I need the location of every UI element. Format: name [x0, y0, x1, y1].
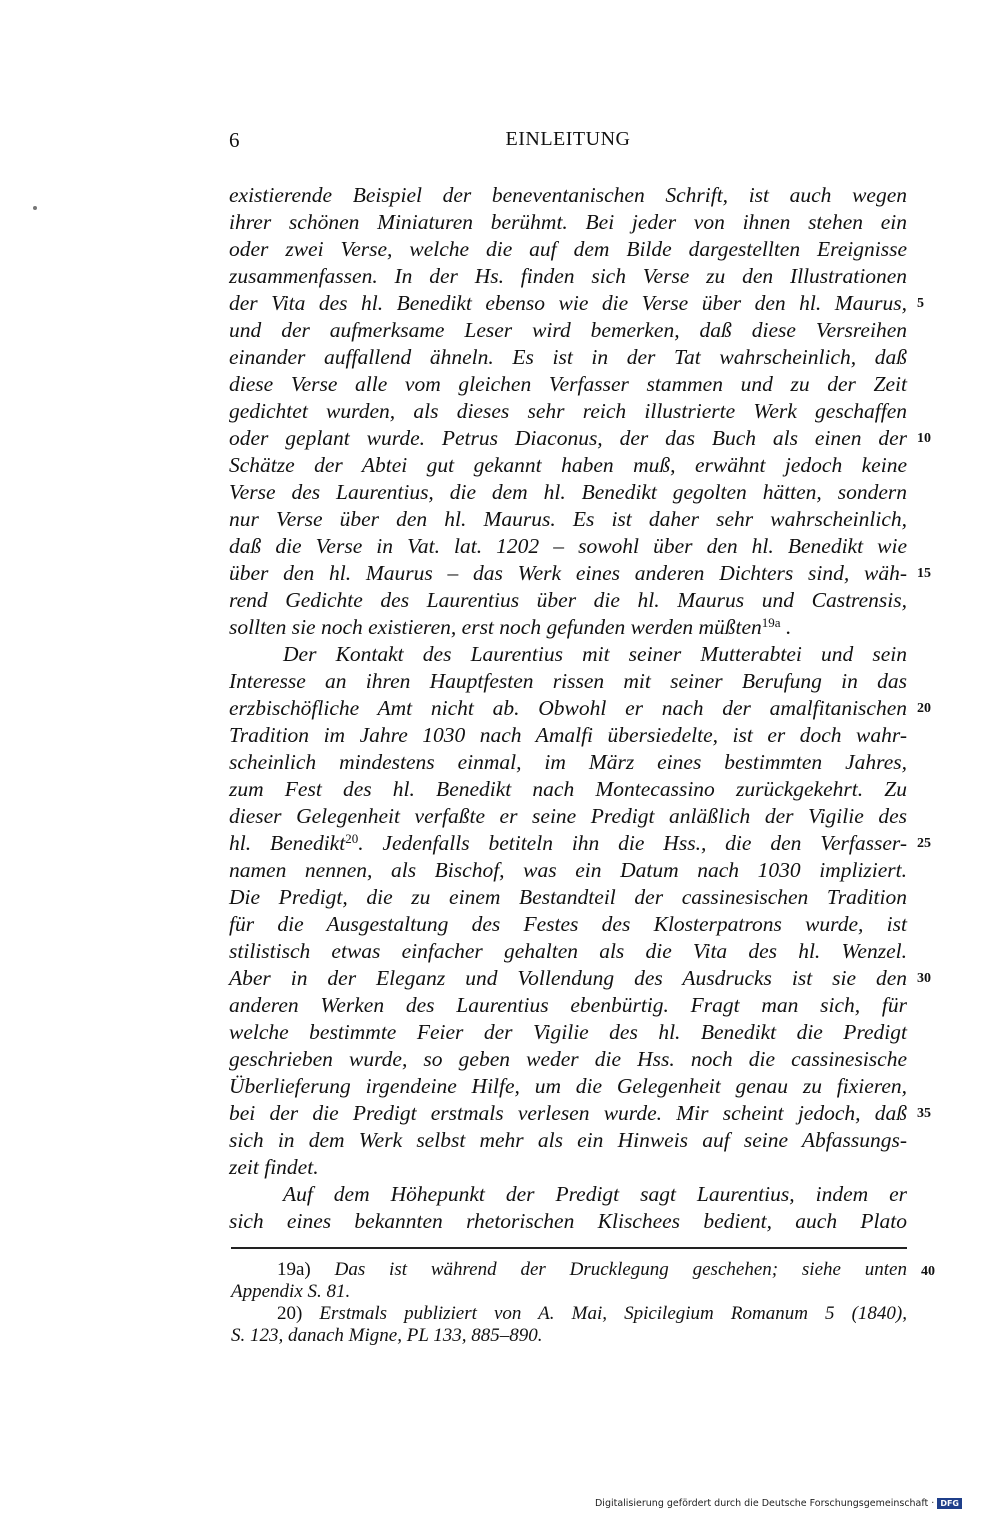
text-line: [229, 1181, 907, 1208]
text-line: [229, 857, 907, 884]
text-line: [229, 830, 931, 857]
text-line: [229, 209, 907, 236]
text-line: [229, 506, 907, 533]
text-line: [229, 965, 931, 992]
text-line: [229, 182, 907, 209]
footnote-text: Appendix S. 81.: [231, 1281, 351, 1302]
text-line: [229, 263, 907, 290]
line-text: für die Ausgestaltung des Festes des Klosterpatrons wurde, ist: [229, 912, 907, 936]
line-text: sich eines bekannten rhetorischen Klischees bedient, auch Plato: [229, 1209, 907, 1233]
line-text: über den hl. Maurus – das Werk eines anderen Dichters sind, wäh-: [229, 561, 907, 585]
text-line: [229, 1208, 907, 1235]
line-text: daß die Verse in Vat. lat. 1202 – sowohl über den hl. Benedikt wie: [229, 534, 907, 558]
text-line: [229, 776, 907, 803]
text-line: [229, 668, 907, 695]
line-number: 25: [917, 836, 931, 851]
line-text: namen nennen, als Bischof, was ein Datum nach 1030 impliziert.: [229, 858, 907, 882]
footnote-text: S. 123, danach Migne, PL 133, 885–890.: [231, 1325, 543, 1346]
text-line: [229, 587, 907, 614]
line-text: Der Kontakt des Laurentius mit seiner Mutterabtei und sein: [283, 642, 907, 666]
footnote-line: [231, 1325, 907, 1347]
line-text: sollten sie noch existieren, erst noch gefunden werden müßten: [229, 615, 762, 639]
text-line: [229, 695, 931, 722]
text-line: [229, 911, 907, 938]
text-line: [229, 938, 907, 965]
footnote-reference[interactable]: 19a: [761, 615, 781, 630]
line-text: welche bestimmte Feier der Vigilie des hl. Benedikt die Predigt: [229, 1020, 907, 1044]
text-line: [229, 749, 907, 776]
line-text: oder geplant wurde. Petrus Diaconus, der das Buch als einen der: [229, 426, 907, 450]
line-text: Überlieferung irgendeine Hilfe, um die Gelegenheit genau zu fixieren,: [229, 1074, 907, 1098]
dfg-logo: DFG: [937, 1498, 962, 1509]
text-line: [229, 1019, 907, 1046]
footnotes: [231, 1259, 935, 1347]
line-text-continued: .: [780, 615, 792, 639]
text-line: [229, 452, 907, 479]
line-text: Die Predigt, die zu einem Bestandteil der cassinesischen Tradition: [229, 885, 907, 909]
line-text: zusammenfassen. In der Hs. finden sich Verse zu den Illustrationen: [229, 264, 907, 288]
line-text: Auf dem Höhepunkt der Predigt sagt Laurentius, indem er: [283, 1182, 907, 1206]
page-header: [229, 128, 907, 158]
line-text: dieser Gelegenheit verfaßte er seine Predigt anläßlich der Vigilie des: [229, 804, 907, 828]
footnote-marker: 19a): [277, 1259, 335, 1280]
line-number: 40: [921, 1264, 935, 1279]
text-line: [229, 479, 907, 506]
line-text: zum Fest des hl. Benedikt nach Montecassino zurückgekehrt. Zu: [229, 777, 907, 801]
body-text: [229, 182, 931, 1235]
text-line: [229, 398, 907, 425]
line-text: scheinlich mindestens einmal, im März eines bestimmten Jahres,: [229, 750, 907, 774]
line-text: Interesse an ihren Hauptfesten rissen mit seiner Berufung in das: [229, 669, 907, 693]
footnote-text: Das ist während der Drucklegung geschehen; siehe unten: [334, 1259, 907, 1280]
text-line: [229, 1100, 931, 1127]
line-text: ihrer schönen Miniaturen berühmt. Bei jeder von ihnen stehen ein: [229, 210, 907, 234]
line-text: Aber in der Eleganz und Vollendung des Ausdrucks ist sie den: [229, 966, 907, 990]
text-line: [229, 803, 907, 830]
line-text: bei der die Predigt erstmals verlesen wurde. Mir scheint jedoch, daß: [229, 1101, 907, 1125]
text-line: [229, 1154, 907, 1181]
credit-text: Digitalisierung gefördert durch die Deutsche Forschungsgemeinschaft ·: [594, 1498, 935, 1509]
line-number: 10: [917, 431, 931, 446]
line-text: existierende Beispiel der beneventanischen Schrift, ist auch wegen: [229, 183, 907, 207]
line-text: Verse des Laurentius, die dem hl. Benedikt gegolten hätten, sondern: [229, 480, 907, 504]
line-text: oder zwei Verse, welche die auf dem Bilde dargestellten Ereignisse: [229, 237, 907, 261]
line-text: Schätze der Abtei gut gekannt haben muß, erwähnt jedoch keine: [229, 453, 907, 477]
footnote-text: Erstmals publiziert von A. Mai, Spicilegium Romanum 5 (1840),: [319, 1303, 907, 1324]
line-text: gedichtet wurden, als dieses sehr reich illustrierte Werk geschaffen: [229, 399, 907, 423]
text-line: [229, 371, 907, 398]
line-text: diese Verse alle vom gleichen Verfasser stammen und zu der Zeit: [229, 372, 907, 396]
footnote-line: [231, 1259, 935, 1281]
line-number: 35: [917, 1106, 931, 1121]
line-text: geschrieben wurde, so geben weder die Hss. noch die cassinesische: [229, 1047, 907, 1071]
text-line: [229, 722, 907, 749]
line-text: Tradition im Jahre 1030 nach Amalfi übersiedelte, ist er doch wahr-: [229, 723, 907, 747]
text-line: [229, 614, 907, 641]
text-line: [229, 884, 907, 911]
line-number: 15: [917, 566, 931, 581]
text-line: [229, 992, 907, 1019]
footnote-rule: [231, 1247, 907, 1249]
line-number: 5: [917, 296, 924, 311]
line-text: anderen Werken des Laurentius ebenbürtig. Fragt man sich, für: [229, 993, 907, 1017]
running-head: EINLEITUNG: [505, 128, 631, 150]
text-line: [229, 560, 931, 587]
text-line: [229, 533, 907, 560]
text-line: [229, 1073, 907, 1100]
line-number: 20: [917, 701, 931, 716]
line-text: sich in dem Werk selbst mehr als ein Hinweis auf seine Abfassungs-: [229, 1128, 907, 1152]
page-number: 6: [229, 128, 240, 152]
text-line: [229, 290, 924, 317]
line-text: erzbischöfliche Amt nicht ab. Obwohl er nach der amalfitanischen: [229, 696, 907, 720]
digitization-credit: [595, 1498, 962, 1509]
text-line: [229, 1127, 907, 1154]
text-line: [229, 425, 931, 452]
text-line: [229, 236, 907, 263]
line-text-continued: . Jedenfalls betiteln ihn die Hss., die den Verfasser-: [358, 831, 907, 855]
scan-speck: [33, 206, 37, 210]
line-text: hl. Benedikt: [229, 831, 346, 855]
line-text: nur Verse über den hl. Maurus. Es ist daher sehr wahrscheinlich,: [229, 507, 907, 531]
text-line: [229, 344, 907, 371]
text-line: [229, 1046, 907, 1073]
footnote-marker: 20): [277, 1303, 320, 1324]
footnote-reference[interactable]: 20: [345, 831, 359, 846]
line-text: und der aufmerksame Leser wird bemerken, daß diese Versreihen: [229, 318, 907, 342]
line-text: der Vita des hl. Benedikt ebenso wie die Verse über den hl. Maurus,: [229, 291, 907, 315]
line-text: stilistisch etwas einfacher gehalten als die Vita des hl. Wenzel.: [229, 939, 907, 963]
footnote-line: [231, 1281, 907, 1303]
line-text: einander auffallend ähneln. Es ist in der Tat wahrscheinlich, daß: [229, 345, 907, 369]
text-line: [229, 641, 907, 668]
line-text: zeit findet.: [229, 1155, 319, 1179]
footnote-line: [231, 1303, 907, 1325]
line-text: rend Gedichte des Laurentius über die hl. Maurus und Castrensis,: [229, 588, 907, 612]
text-line: [229, 317, 907, 344]
line-number: 30: [917, 971, 931, 986]
